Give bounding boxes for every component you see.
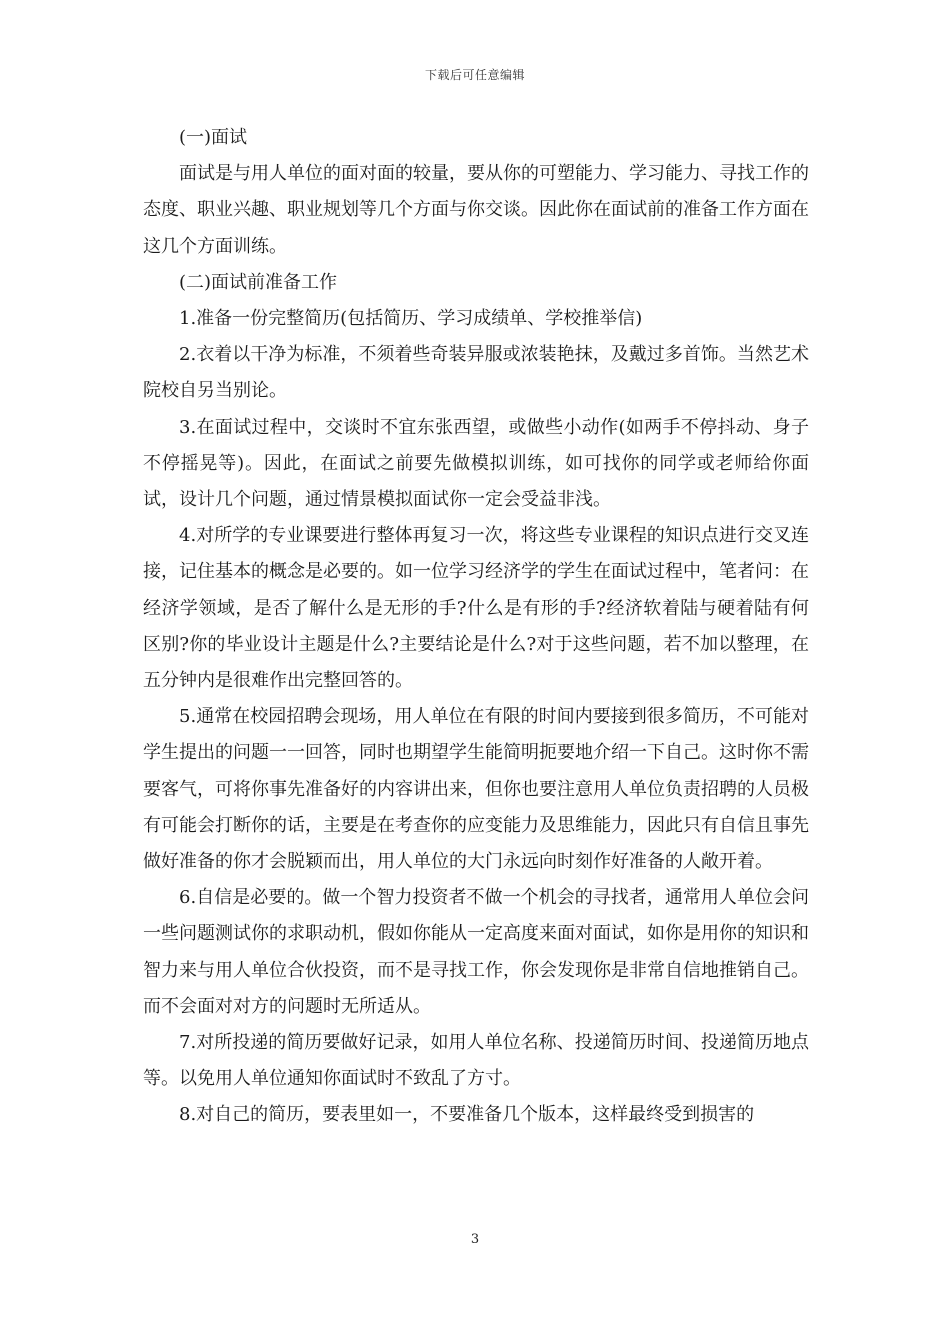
list-item-7: 7.对所投递的简历要做好记录，如用人单位名称、投递简历时间、投递简历地点等。以免用人单位通知你面试时不致乱了方寸。 [143, 1032, 809, 1090]
section-heading-preparation: (二)面试前准备工作 [179, 271, 338, 293]
page-number: 3 [470, 1232, 480, 1247]
list-item-4: 4.对所学的专业课要进行整体再复习一次，将这些专业课程的知识点进行交叉连接，记住基本的概念是必要的。如一位学习经济学的学生在面试过程中，笔者问：在经济学领域，是否了解什么是无形的手?什么是有形的手?经济软着陆与硬着陆有何区别?你的毕业设计主题是什么?主要结论是什么?对于这些问题，若不加以整理，在五分钟内是很难作出完整回答的。 [143, 525, 809, 692]
page-header: 下载后可任意编辑 [424, 68, 525, 82]
list-item-2: 2.衣着以干净为标准，不须着些奇装异服或浓装艳抹，及戴过多首饰。当然艺术院校自另当别论。 [143, 344, 809, 402]
list-item-6: 6.自信是必要的。做一个智力投资者不做一个机会的寻找者，通常用人单位会问一些问题测试你的求职动机，假如你能从一定高度来面对面试，如你是用你的知识和智力来与用人单位合伙投资，而不是寻找工作，你会发现你是非常自信地推销自己。而不会面对对方的问题时无所适从。 [143, 887, 809, 1017]
paragraph-interview-intro: 面试是与用人单位的面对面的较量，要从你的可塑能力、学习能力、寻找工作的态度、职业兴趣、职业规划等几个方面与你交谈。因此你在面试前的准备工作方面在这几个方面训练。 [143, 163, 809, 257]
section-heading-interview: (一)面试 [179, 127, 248, 148]
list-item-8: 8.对自己的简历，要表里如一，不要准备几个版本，这样最终受到损害的 [179, 1104, 755, 1126]
list-item-3: 3.在面试过程中，交谈时不宜东张西望，或做些小动作(如两手不停抖动、身子不停摇晃等)。因此，在面试之前要先做模拟训练，如可找你的同学或老师给你面试，设计几个问题，通过情景模拟面试你一定会受益非浅。 [143, 416, 809, 511]
list-item-1: 1.准备一份完整简历(包括简历、学习成绩单、学校推举信) [179, 308, 643, 330]
list-item-5: 5.通常在校园招聘会现场，用人单位在有限的时间内要接到很多简历，不可能对学生提出的问题一一回答，同时也期望学生能简明扼要地介绍一下自己。这时你不需要客气，可将你事先准备好的内容讲出来，但你也要注意用人单位负责招聘的人员极有可能会打断你的话，主要是在考查你的应变能力及思维能力，因此只有自信且事先做好准备的你才会脱颖而出，用人单位的大门永远向时刻作好准备的人敞开着。 [143, 706, 809, 873]
document-body [143, 120, 809, 1134]
